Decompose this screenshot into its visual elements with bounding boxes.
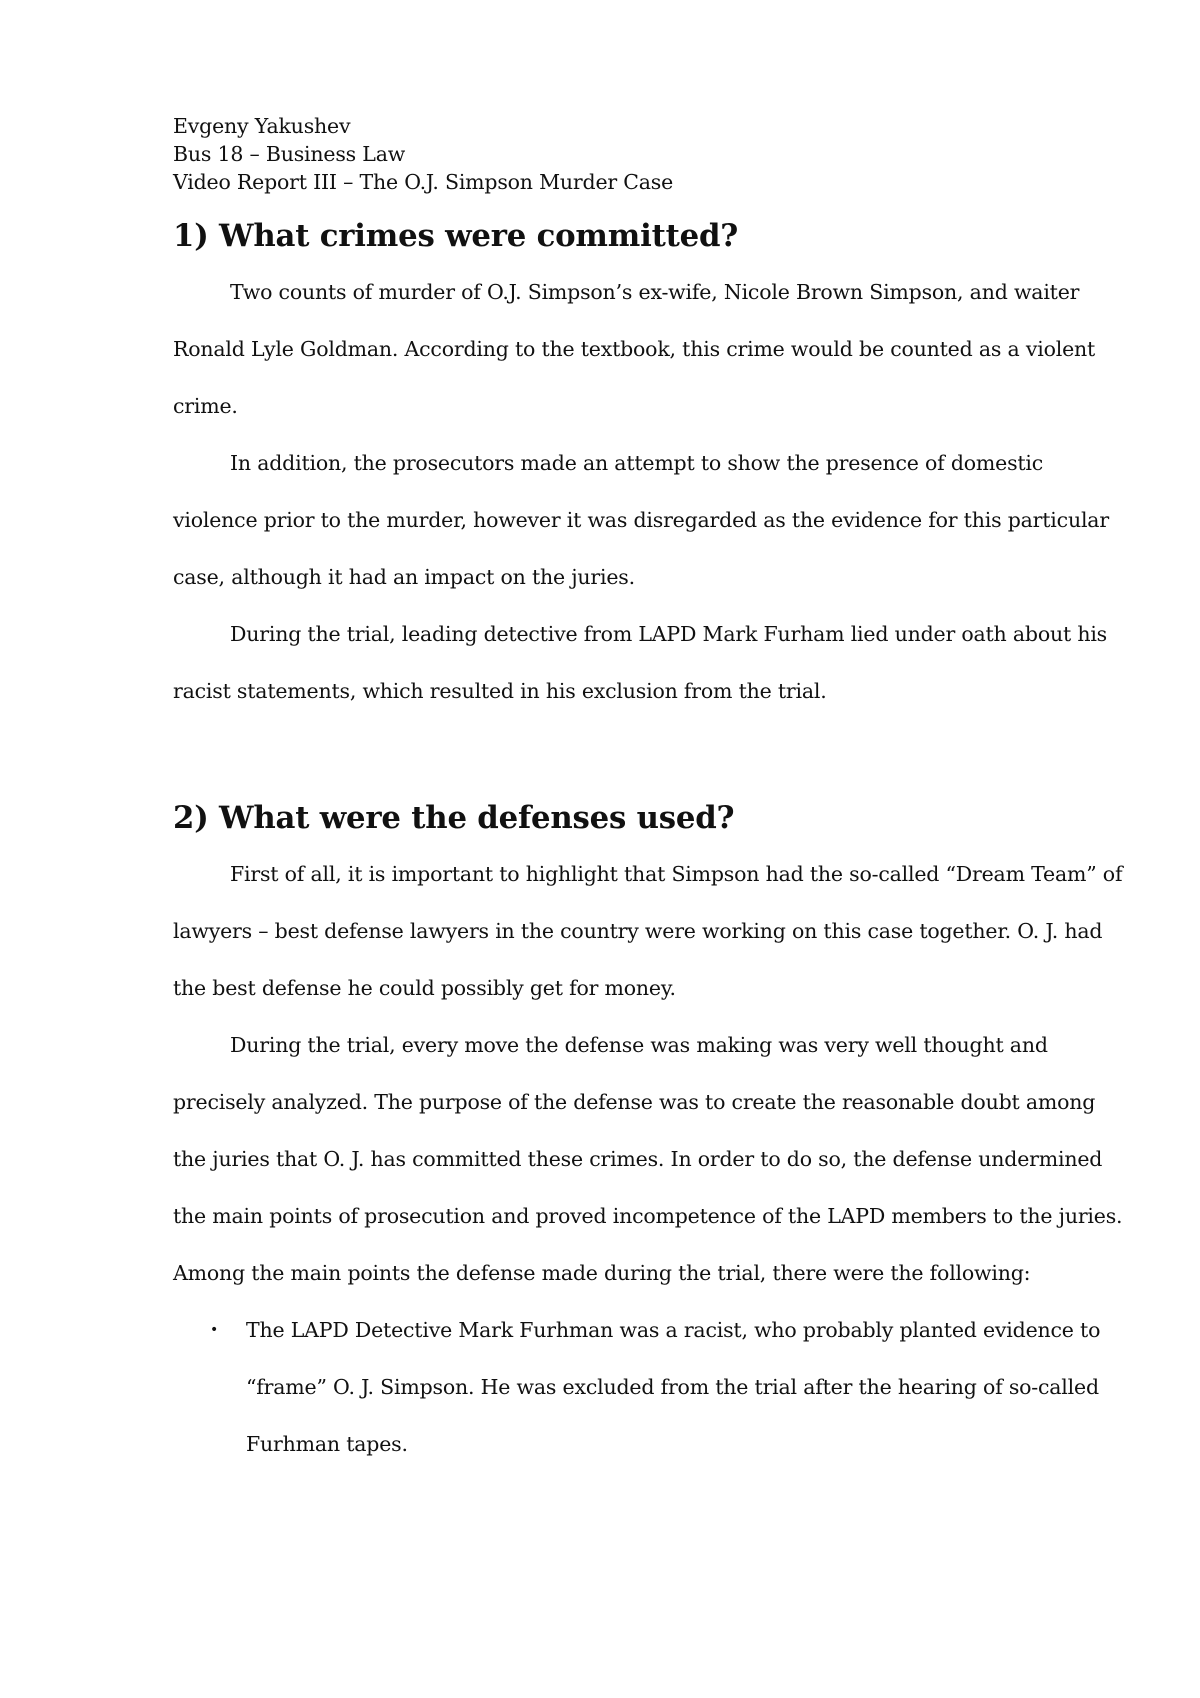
- section-1-paragraph-2: In addition, the prosecutors made an attempt to show the presence of domestic violence prior to the murder, however it was disregarded as the evidence for this particular case, although it had an impact on the juries.: [173, 451, 1109, 589]
- section-2-heading: 2) What were the defenses used?: [173, 800, 735, 836]
- section-1-paragraph-3: During the trial, leading detective from LAPD Mark Furham lied under oath about his racist statements, which resulted in his exclusion from the trial.: [173, 622, 1108, 703]
- section-1-heading: 1) What crimes were committed?: [173, 218, 739, 254]
- report-title: Video Report III – The O.J. Simpson Murder Case: [173, 170, 674, 194]
- author-name: Evgeny Yakushev: [173, 114, 351, 138]
- section-2-paragraph-2: During the trial, every move the defense was making was very well thought and precisely analyzed. The purpose of the defense was to create the reasonable doubt among the juries that O. J. has committed these crimes. In order to do so, the defense undermined the main points of prosecution and proved incompetence of the LAPD members to the juries.: [173, 1033, 1123, 1228]
- bullet-icon: •: [210, 1322, 219, 1338]
- course-name: Bus 18 – Business Law: [173, 142, 406, 166]
- section-2-paragraph-1: First of all, it is important to highlight that Simpson had the so-called “Dream Team” of lawyers – best defense lawyers in the country were working on this case together. O. J. had the best defense he could possibly get for money.: [173, 862, 1123, 1000]
- list-item-text: The LAPD Detective Mark Furhman was a racist, who probably planted evidence to “frame” O. J. Simpson. He was excluded from the trial after the hearing of so-called Furhman tapes.: [246, 1318, 1101, 1456]
- document-body: [173, 112, 1123, 1473]
- section-2-intro: Among the main points the defense made during the trial, there were the following:: [173, 1261, 1031, 1285]
- defense-points-list: [173, 1302, 1123, 1473]
- section-1-paragraph-1: Two counts of murder of O.J. Simpson’s ex-wife, Nicole Brown Simpson, and waiter Ronald Lyle Goldman. According to the textbook, this crime would be counted as a violent crime.: [173, 280, 1096, 418]
- list-item: [173, 1302, 1123, 1473]
